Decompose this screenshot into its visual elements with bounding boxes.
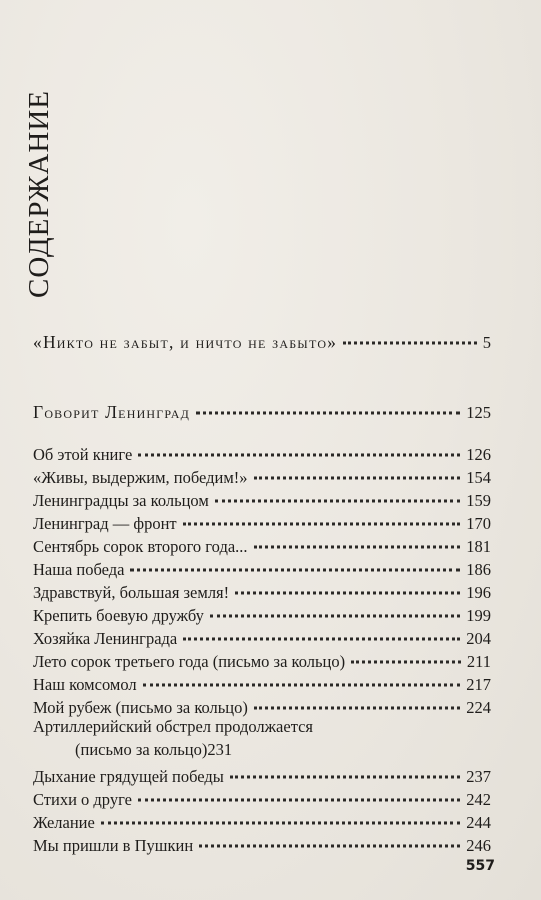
page-folio-number: 557 [465, 858, 495, 874]
leader-dots [254, 690, 460, 709]
toc-page-number: 217 [466, 675, 491, 694]
leader-dots [235, 575, 460, 594]
toc-page-number: 196 [466, 583, 491, 602]
toc-entry-title: Наш комсомол [33, 675, 137, 694]
toc-entry-title: Ленинград — фронт [33, 514, 177, 533]
leader-dots [199, 828, 460, 847]
toc-entry[interactable] [33, 832, 491, 856]
toc-page-number: 154 [466, 468, 491, 487]
toc-section-title: «Никто не забыт, и ничто не забыто» [33, 332, 338, 352]
leader-dots [138, 437, 460, 456]
contents-heading-vertical [18, 88, 60, 298]
toc-entry-title: Артиллерийский обстрел продолжается [33, 717, 314, 736]
toc-section-title: Говорит Ленинград [33, 402, 191, 422]
toc-page-number: 181 [466, 537, 491, 556]
toc-entry-title: Хозяйка Ленинграда [33, 629, 178, 648]
toc-page-number: 170 [466, 514, 491, 533]
toc-page-number: 237 [466, 767, 491, 786]
leader-dots [196, 395, 460, 414]
toc-page-number: 211 [466, 652, 491, 671]
toc-entry-title: Желание [33, 813, 95, 832]
toc-entry-title: Наша победа [33, 560, 125, 579]
toc-entry-title: Здравствуй, большая земля! [33, 583, 230, 602]
toc-page-number: 242 [466, 790, 491, 809]
toc-page-number: 186 [466, 560, 491, 579]
toc-page-number: 125 [466, 403, 491, 422]
toc-page-number: 204 [466, 629, 491, 648]
toc-entry-title: Мы пришли в Пушкин [33, 836, 194, 855]
toc-section-row[interactable] [33, 399, 491, 423]
leader-dots [210, 598, 460, 617]
toc-entry-title: Стихи о друге [33, 790, 132, 809]
toc-entry-title: Лето сорок третьего года (письмо за кольцо) [33, 652, 346, 671]
toc-page-number: 224 [466, 698, 491, 717]
leader-dots [183, 621, 460, 640]
leader-dots [254, 529, 461, 548]
leader-dots [230, 759, 460, 778]
leader-dots [343, 325, 477, 344]
leader-dots [254, 460, 461, 479]
toc-page-number: 244 [466, 813, 491, 832]
leader-dots [215, 483, 460, 502]
toc-entry[interactable] [33, 694, 491, 718]
toc-page-number: 246 [466, 836, 491, 855]
toc-entry-title: Крепить боевую дружбу [33, 606, 204, 625]
leader-dots [101, 805, 460, 824]
toc-entry-title: Ленинградцы за кольцом [33, 491, 209, 510]
leader-dots [143, 667, 461, 686]
toc-page-number: 5 [482, 333, 491, 352]
leader-dots [130, 552, 460, 571]
toc-entry-title: Мой рубеж (письмо за кольцо) [33, 698, 248, 717]
toc-page-number: 199 [466, 606, 491, 625]
contents-heading-text: СОДЕРЖАНИЕ [23, 90, 55, 298]
leader-dots [138, 782, 460, 801]
toc-entry-title: Дыхание грядущей победы [33, 767, 224, 786]
leader-dots [351, 644, 461, 663]
toc-entry-title: «Живы, выдержим, победим!» [33, 468, 248, 487]
toc-entry-title: Об этой книге [33, 445, 133, 464]
toc-entry-title: Сентябрь сорок второго года... [33, 537, 248, 556]
toc-entry-continuation-text: (письмо за кольцо) [75, 740, 208, 759]
toc-page-number: 126 [466, 445, 491, 464]
leader-dots [183, 506, 461, 525]
toc-page-number: 231 [207, 740, 233, 759]
toc-section-row[interactable] [33, 329, 491, 353]
toc-page-number: 159 [466, 491, 491, 510]
toc-entry[interactable] [33, 717, 491, 741]
